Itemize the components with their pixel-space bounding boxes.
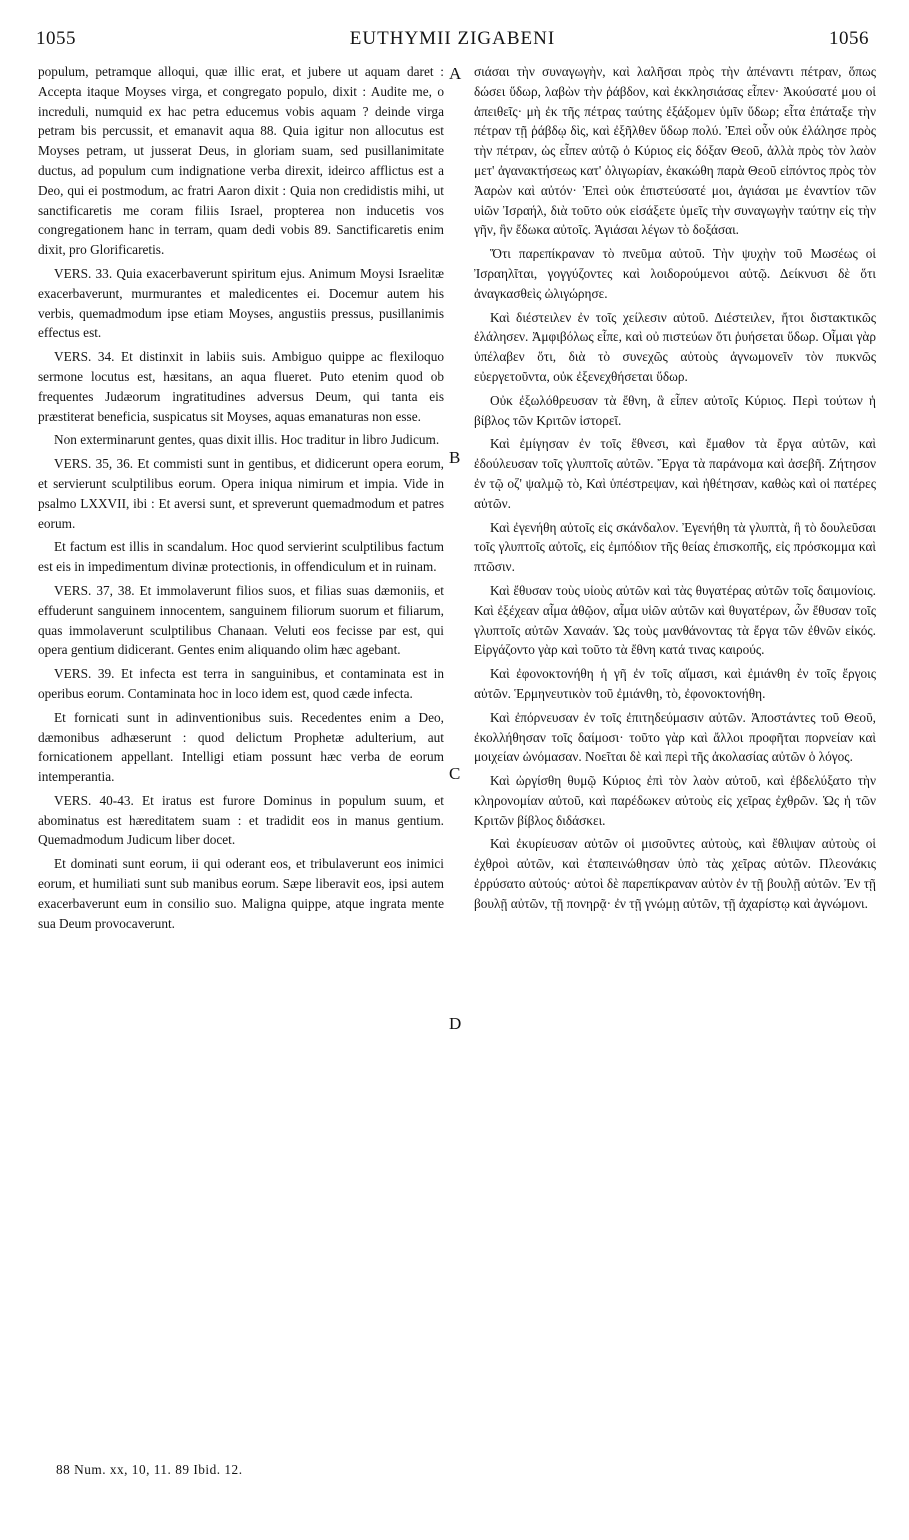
latin-paragraph: Non exterminarunt gentes, quas dixit illis. Hoc traditur in libro Judicum. [54,432,440,448]
greek-paragraph: Καὶ ἐγενήθη αὐτοῖς εἰς σκάνδαλον. Ἐγενήθη τὰ γλυπτὰ, ἢ τὸ δουλεῦσαι τοῖς γλυπτοῖς αὐτοῖς, εἰς ἐμπόδιον τῆς θείας ἐπισκοπῆς, εἰς πρόσκομμα καὶ πτῶσιν. [474,519,876,575]
latin-paragraph: VERS. 40-43. Et iratus est furore Dominus in populum suum, et abominatus est hæreditatem suam : et tradidit eos in manus gentium. Quemadmodum Judicum liber docet. [38,792,444,848]
greek-paragraph: Καὶ ἔθυσαν τοὺς υἱοὺς αὐτῶν καὶ τὰς θυγατέρας αὐτῶν τοῖς δαιμονίοις. Καὶ ἐξέχεαν αἷμα ἀθῷον, αἷμα υἱῶν αὐτῶν καὶ θυγατέρων, ὧν ἔθυσαν τοῖς γλυπτοῖς αὐτῶν Χαναάν. Ὡς τοὺς μανθάνοντας τὰ ἔργα τῶν ἐθνῶν εἰκός. Εἰργάζοντο γὰρ καὶ τοῦτο τὰ ἔθνη κατά τινας καιρούς. [474,582,876,658]
latin-paragraph: VERS. 33. Quia exacerbaverunt spiritum ejus. Animum Moysi Israelitæ exacerbaverunt, murmurantes et maledicentes ei. Docemur autem his verbis, quemadmodum ipse etiam Moyses, angustiis pressus, pusillanimis effectus est. [38,265,444,341]
left-column-number: 1055 [36,28,76,49]
latin-paragraph: populum, petramque alloqui, quæ illic erat, et jubere ut aquam daret : Accepta itaque Moyses virga, et congregato populo, dixit : Audite me, o increduli, numquid ex hac petra educemus vobis aquam ? deinde virga petram bis percussit, et emanavit aqua 88. Quia igitur non allocutus est Moyses petram, ut jusserat Deus, in gloriam suam, sed pusillanimitate ductus, ad populum cum indignatione verba direxit, ideirco afflictus est a Deo, qui ei postmodum, ac fratri Aaron dixit : Quia non credidistis mihi, ut sanctificaretis me coram filiis Israel, propterea non inducetis vos congregationem hanc in terram, quam dedi vobis 89. Sanctificaretis enim dixit, pro Glorificaretis. [38,64,444,258]
margin-marker-d: D [449,1014,462,1033]
margin-marker-a: A [449,64,462,83]
running-title: EUTHYMII ZIGABENI [349,28,556,49]
latin-paragraph: Et dominati sunt eorum, ii qui oderant eos, et tribulaverunt eos inimici eorum, et humiliati sunt sub manibus eorum. Sæpe liberavit eos, ipsi autem exacerbaverunt eum in consilio suo. Maligna quippe, atque ingrata mente sua Deum provocaverunt. [38,856,444,931]
greek-paragraph: Καὶ ἐπόρνευσαν ἐν τοῖς ἐπιτηδεύμασιν αὐτῶν. Ἀποστάντες τοῦ Θεοῦ, ἐκολλήθησαν τοῖς δαίμοσι· τοῦτο γὰρ καὶ ἄλλοι προφῆται πορνείαν καὶ μοιχείαν ὠνόμασαν. Νοεῖται δὲ καὶ περὶ τῆς ἀκολασίας αὐτῶν ὁ λόγος. [474,709,876,765]
greek-paragraph: Ὅτι παρεπίκραναν τὸ πνεῦμα αὐτοῦ. Τὴν ψυχὴν τοῦ Μωσέως οἱ Ἰσραηλῖται, γογγύζοντες καὶ λοιδορούμενοι αὐτῷ. Δείκνυσι δὲ ὅτι ἀναγκασθεὶς ὠλιγώρησε. [474,246,876,301]
greek-paragraph: σιάσαι τὴν συναγωγὴν, καὶ λαλῆσαι πρὸς τὴν ἀπέναντι πέτραν, ὅπως δώσει ὕδωρ, λαβὼν τὴν ῥάβδον, καὶ ἐκκλησιάσας εἶπεν· Ἀκούσατέ μου οἱ ἀπειθεῖς· μὴ ἐκ τῆς πέτρας ταύτης ἐξάξομεν ὑμῖν ὕδωρ; εἶτα ἐπάταξε τὴν πέτραν τῇ ῥάβδῳ δὶς, καὶ ἐξῆλθεν ὕδωρ πολύ. Ἐπεὶ οὖν οὐκ ἐλάλησε πρὸς τὴν πέτραν, ὡς εἶπεν αὐτῷ ὁ Κύριος εἰς δόξαν Θεοῦ, ἀλλὰ πρὸς τὸν λαὸν μετ' ἀγανακτήσεως κατ' ὀλιγωρίαν, ἐκακώθη παρὰ Θεοῦ εἰπόντος πρὸς τὸν Ἀαρὼν καὶ αὐτόν· Ἐπεὶ οὐκ ἐπιστεύσατέ μοι, ἁγιάσαι με ἐναντίον τῶν υἱῶν Ἰσραήλ, διὰ τοῦτο οὐκ εἰσάξετε ὑμεῖς τὴν συναγωγὴν ταύτην εἰς τὴν γῆν, ἣν ἔδωκα αὐτοῖς. Ἁγιάσαι λέγων τὸ δοξάσαι. [474,64,876,238]
greek-paragraph: Καὶ ἐφονοκτονήθη ἡ γῆ ἐν τοῖς αἵμασι, καὶ ἐμιάνθη ἐν τοῖς ἔργοις αὐτῶν. Ἑρμηνευτικὸν τοῦ ἐμιάνθη, τὸ, ἐφονοκτονήθη. [474,666,876,701]
greek-column [474,62,876,918]
greek-paragraph: Καὶ ἐκυρίευσαν αὐτῶν οἱ μισοῦντες αὐτοὺς, καὶ ἔθλιψαν αὐτοὺς οἱ ἐχθροὶ αὐτῶν, καὶ ἐταπεινώθησαν ὑπὸ τὰς χεῖρας αὐτῶν. Πλεονάκις ἐρρύσατο αὐτούς· αὐτοὶ δὲ παρεπίκραναν αὐτὸν ἐν τῇ βουλῇ αὐτῶν. Ἐν τῇ βουλῇ αὐτῶν, τῇ πονηρᾷ· ἐν τῇ γνώμῃ αὐτῶν, τῇ ἀχαρίστῳ καὶ ἀγνώμονι. [474,836,876,911]
latin-paragraph: VERS. 35, 36. Et commisti sunt in gentibus, et didicerunt opera eorum, et servierunt sculptilibus eorum. Opera iniqua nimirum et impia. Vide in psalmo LXXVII, ibi : Et aversi sunt, et spreverunt quemadmodum et patres eorum. [38,456,444,531]
greek-paragraph: Καὶ ὠργίσθη θυμῷ Κύριος ἐπὶ τὸν λαὸν αὐτοῦ, καὶ ἐβδελύξατο τὴν κληρονομίαν αὐτοῦ, καὶ παρέδωκεν αὐτοὺς εἰς χεῖρας ἐχθρῶν. Ὡς ἡ τῶν Κριτῶν βίβλος διδάσκει. [474,773,876,828]
latin-paragraph: Et factum est illis in scandalum. Hoc quod servierint sculptilibus factum est eis in impedimentum divinæ protectionis, in offendiculum et in ruinam. [38,539,444,575]
margin-marker-c: C [449,764,461,783]
latin-paragraph: VERS. 37, 38. Et immolaverunt filios suos, et filias suas dæmoniis, et effuderunt sanguinem innocentem, sanguinem filiorum suorum et filiarum, quas immolaverunt sculptilibus Chanaan. Veluti eos fecisse par est, qui opera gentium didicerant. Gentes enim aliquando olim hæc agebant. [38,582,444,658]
greek-paragraph: Καὶ διέστειλεν ἐν τοῖς χείλεσιν αὐτοῦ. Διέστειλεν, ἤτοι διστακτικῶς ἐλάλησεν. Ἀμφιβόλως εἶπε, καὶ οὐ πιστεύων ὅτι ῥυήσεται ὕδωρ. Οἶμαι γὰρ ὑπέλαβεν ὅτι, διὰ τὸ συνεχῶς αὐτοὺς ἀγνωμονεῖν τὸν πυκνῶς εὐεργετοῦντα, οὐκ ἐξενεχθήσεται ὕδωρ. [474,309,876,384]
margin-marker-b: B [449,448,461,467]
latin-paragraph: VERS. 39. Et infecta est terra in sanguinibus, et contaminata est in operibus eorum. Contaminata hoc in loco idem est, quod cæde infecta. [38,666,444,701]
page-header [36,24,869,54]
footnote: 88 Num. xx, 10, 11. 89 Ibid. 12. [56,1462,243,1477]
latin-paragraph: VERS. 34. Et distinxit in labiis suis. Ambiguo quippe ac flexiloquo sermone locutus est, hæsitans, an aqua flueret. Puto etenim quod ob frequentes Judæorum ingratitudines adversus Deum, qui tanta eis præstiterat beneficia, suspicatus sit Moyses, aquas emanaturas non esse. [38,349,444,424]
latin-column [38,62,444,937]
latin-paragraph: Et fornicati sunt in adinventionibus suis. Recedentes enim a Deo, dæmonibus adhæserunt : quod delictum Prophetæ adulterium, aut fornicationem appellant. Intelligi etiam possunt hæc verba de eorum intemperantia. [38,709,444,785]
greek-paragraph: Οὐκ ἐξωλόθρευσαν τὰ ἔθνη, ἃ εἶπεν αὐτοῖς Κύριος. Περὶ τούτων ἡ βίβλος τῶν Κριτῶν ἱστορεῖ. [474,392,876,428]
greek-paragraph: Καὶ ἐμίγησαν ἐν τοῖς ἔθνεσι, καὶ ἔμαθον τὰ ἔργα αὐτῶν, καὶ ἐδούλευσαν τοῖς γλυπτοῖς αὐτῶν. Ἔργα τὰ παράνομα καὶ ἀσεβῆ. Ζήτησον ἐν τῷ οζ' ψαλμῷ τὸ, Καὶ ὑπέστρεψαν, καὶ ἠθέτησαν, καθὼς καὶ οἱ πατέρες αὐτῶν. [474,436,876,511]
right-column-number: 1056 [829,28,869,49]
